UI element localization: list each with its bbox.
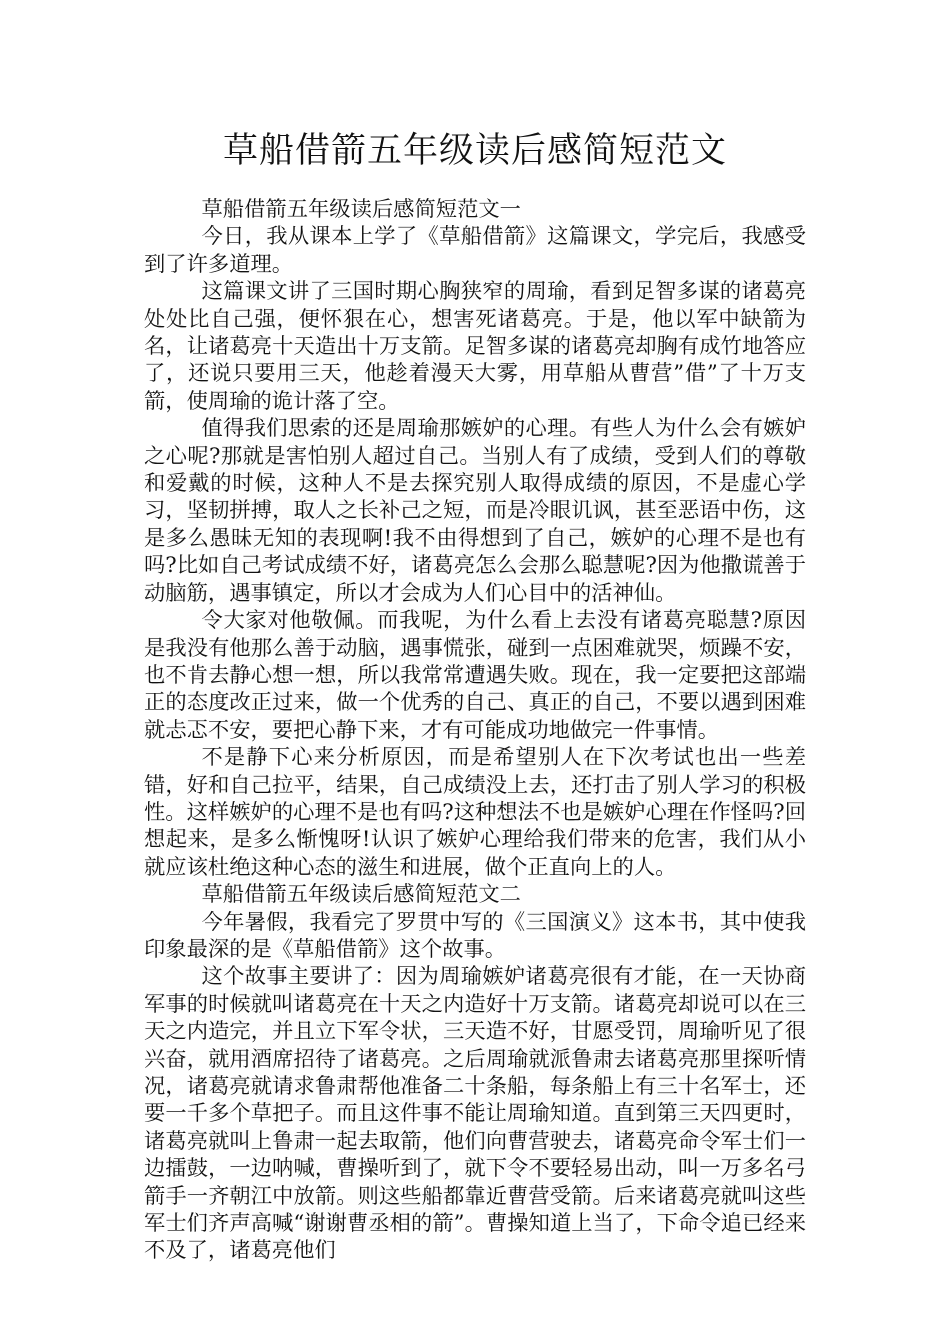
paragraph: 令大家对他敬佩。而我呢，为什么看上去没有诸葛亮聪慧?原因是我没有他那么善于动脑，遇事慌张，碰到一点困难就哭，烦躁不安，也不肯去静心想一想，所以我常常遭遇失败。现在，我一定要把这部端正的态度改正过来，做一个优秀的自己、真正的自己，不要以遇到困难就忐忑不安，要把心静下来，才有可能成功地做完一件事情。	[144, 608, 806, 743]
paragraph: 值得我们思索的还是周瑜那嫉妒的心理。有些人为什么会有嫉妒之心呢?那就是害怕别人超过自己。当别人有了成绩，受到人们的尊敬和爱戴的时候，这种人不是去探究别人取得成绩的原因，不是虚心学习，坚韧拼搏，取人之长补己之短，而是冷眼讥讽，甚至恶语中伤，这是多么愚昧无知的表现啊!我不由得想到了自己，嫉妒的心理不是也有吗?比如自己考试成绩不好，诸葛亮怎么会那么聪慧呢?因为他撒谎善于动脑筋，遇事镇定，所以才会成为人们心目中的活神仙。	[144, 416, 806, 606]
paragraph: 今日，我从课本上学了《草船借箭》这篇课文，学完后，我感受到了许多道理。	[144, 224, 806, 277]
document-title: 草船借箭五年级读后感简短范文	[222, 131, 727, 171]
paragraph: 不是静下心来分析原因，而是希望别人在下次考试也出一些差错，好和自己拉平，结果，自己成绩没上去，还打击了别人学习的积极性。这样嫉妒的心理不是也有吗?这种想法不也是嫉妒心理在作怪吗?回想起来，是多么惭愧呀!认识了嫉妒心理给我们带来的危害，我们从小就应该杜绝这种心态的滋生和进展，做个正直向上的人。	[144, 745, 806, 880]
paragraph: 这个故事主要讲了：因为周瑜嫉妒诸葛亮很有才能，在一天协商军事的时候就叫诸葛亮在十天之内造好十万支箭。诸葛亮却说可以在三天之内造完，并且立下军令状，三天造不好，甘愿受罚，周瑜听见了很兴奋，就用酒席招待了诸葛亮。之后周瑜就派鲁肃去诸葛亮那里探听情况，诸葛亮就请求鲁肃帮他准备二十条船，每条船上有三十名军士，还要一千多个草把子。而且这件事不能让周瑜知道。直到第三天四更时，诸葛亮就叫上鲁肃一起去取箭，他们向曹营驶去，诸葛亮命令军士们一边擂鼓，一边呐喊，曹操听到了，就下令不要轻易出动，叫一万多名弓箭手一齐朝江中放箭。则这些船都靠近曹营受箭。后来诸葛亮就叫这些军士们齐声高喊“谢谢曹丞相的箭”。曹操知道上当了，下命令追已经来不及了，诸葛亮他们	[144, 964, 806, 1264]
section-heading-2: 草船借箭五年级读后感简短范文二	[201, 882, 521, 908]
document-body	[144, 196, 806, 1265]
paragraph: 这篇课文讲了三国时期心胸狭窄的周瑜，看到足智多谋的诸葛亮处处比自己强，便怀狠在心，想害死诸葛亮。于是，他以军中缺箭为名，让诸葛亮十天造出十万支箭。足智多谋的诸葛亮却胸有成竹地答应了，还说只要用三天，他趁着漫天大雾，用草船从曹营”借”了十万支箭，使周瑜的诡计落了空。	[144, 279, 806, 414]
paragraph: 今年暑假，我看完了罗贯中写的《三国演义》这本书，其中使我印象最深的是《草船借箭》这个故事。	[144, 909, 806, 962]
section-heading-1: 草船借箭五年级读后感简短范文一	[201, 197, 521, 222]
